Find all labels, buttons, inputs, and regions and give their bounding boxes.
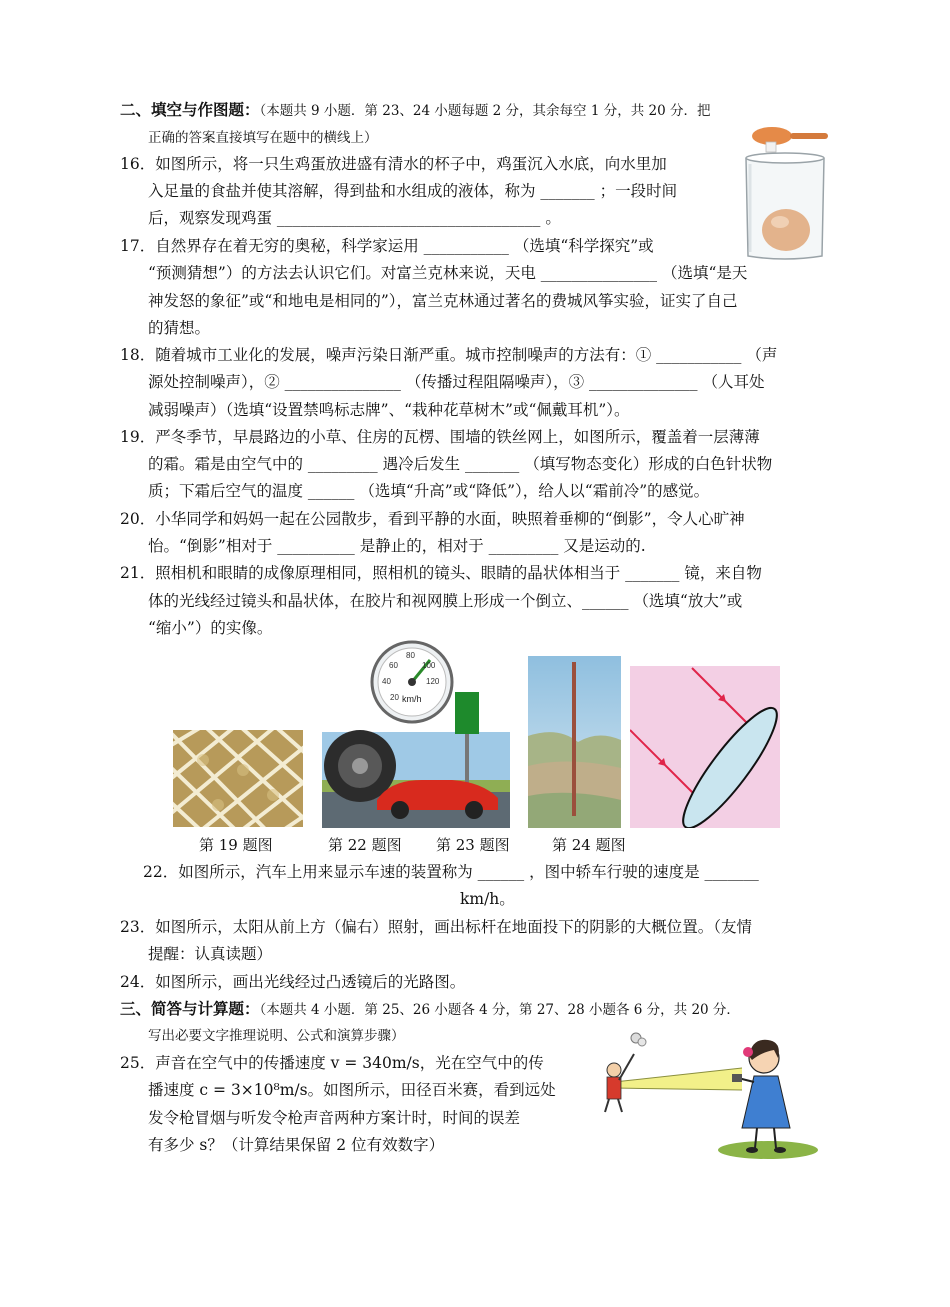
q17-line2: “预测猜想”）的方法去认识它们。对富兰克林来说，天电 _______________ （选填“是天 — [148, 264, 748, 282]
speedometer-car-figure — [322, 640, 510, 828]
q21-line1: 21．照相机和眼睛的成像原理相同，照相机的镜头、眼睛的晶状体相当于 _______ 镜，来自物 — [120, 564, 762, 582]
gauge-unit: km/h — [402, 694, 422, 704]
q25-line3: 发令枪冒烟与听发令枪声音两种方案计时，时间的误差 — [148, 1109, 521, 1127]
q22-line1: 22．如图所示，汽车上用来显示车速的装置称为 ______ ，图中轿车行驶的速度是 _______ — [143, 863, 759, 881]
q16-line1: 16．如图所示，将一只生鸡蛋放进盛有清水的杯子中，鸡蛋沉入水底，向水里加 — [120, 155, 667, 173]
gauge-tick-60: 60 — [389, 661, 398, 670]
caption-fig24: 第 24 题图 — [552, 836, 626, 854]
section3-header — [120, 999, 740, 1020]
q17-line3: 神发怒的象征”或“和地电是相同的”），富兰克林通过著名的费城风筝实验，证实了自己 — [148, 292, 738, 310]
gauge-tick-40: 40 — [382, 677, 391, 686]
q18-line3: 减弱噪声）（选填“设置禁鸣标志牌”、“栽种花草树木”或“佩戴耳机”）。 — [148, 401, 630, 419]
section3-note-cont: 写出必要文字推理说明、公式和演算步骤） — [148, 1028, 405, 1044]
caption-fig23: 第 23 题图 — [436, 836, 510, 854]
q20-line2: 怡。“倒影”相对于 __________ 是静止的，相对于 _________ 又是运动的. — [148, 537, 646, 555]
q20-line1: 20．小华同学和妈妈一起在公园散步，看到平静的水面，映照着垂柳的“倒影”，令人心旷神 — [120, 510, 745, 528]
q18-line1: 18．随着城市工业化的发展，噪声污染日渐严重。城市控制噪声的方法有：① ___________ （声 — [120, 346, 778, 364]
q17-line1: 17．自然界存在着无穷的奥秘，科学家运用 ___________ （选填“科学探究”或 — [120, 237, 654, 255]
q25-line1: 25．声音在空气中的传播速度 v = 340m/s，光在空气中的传 — [120, 1054, 544, 1072]
q25-line2: 播速度 c = 3×10⁸m/s。如图所示，田径百米赛，看到远处 — [148, 1081, 556, 1099]
lens-figure — [630, 666, 780, 828]
q22-line2: km/h。 — [460, 890, 515, 908]
q25-line4: 有多少 s？（计算结果保留 2 位有效数字） — [148, 1136, 445, 1154]
gauge-tick-120: 120 — [426, 677, 440, 686]
frost-mesh-figure — [173, 730, 303, 827]
section3-heading: 三、简答与计算题： — [120, 999, 260, 1018]
pole-field-figure — [528, 656, 621, 828]
q19-line3: 质；下霜后空气的温度 ______ （选填“升高”或“降低”），给人以“霜前冷”的感觉。 — [148, 482, 710, 500]
section3-note: （本题共 4 小题．第 25、26 小题各 4 分，第 27、28 小题各 6 分，共 20 分． — [259, 1002, 740, 1018]
section2-note-cont: 正确的答案直接填写在题中的横线上） — [148, 130, 378, 146]
section2-heading: 二、填空与作图题： — [120, 100, 260, 119]
gauge-tick-100: 100 — [422, 661, 436, 670]
q19-line1: 19．严冬季节，早晨路边的小草、住房的瓦楞、围墙的铁丝网上，如图所示，覆盖着一层薄薄 — [120, 428, 760, 446]
q16-line3: 后，观察发现鸡蛋 __________________________________ 。 — [148, 209, 561, 227]
q23-line2: 提醒：认真读题） — [148, 945, 273, 963]
q16-line2: 入足量的食盐并使其溶解，得到盐和水组成的液体，称为 _______ ；一段时间 — [148, 182, 678, 200]
q24-line1: 24．如图所示，画出光线经过凸透镜后的光路图。 — [120, 973, 466, 991]
caption-fig19: 第 19 题图 — [199, 836, 273, 854]
section2-note: （本题共 9 小题．第 23、24 小题每题 2 分，其余每空 1 分，共 20 分．把 — [259, 103, 711, 119]
egg-glass-figure — [742, 124, 828, 260]
q23-line1: 23．如图所示，太阳从前上方（偏右）照射，画出标杆在地面投下的阴影的大概位置。（友情 — [120, 918, 752, 936]
race-timing-figure — [592, 1030, 828, 1166]
q17-line4: 的猜想。 — [148, 319, 211, 337]
q21-line2: 体的光线经过镜头和晶状体，在胶片和视网膜上形成一个倒立、______ （选填“放大”或 — [148, 592, 743, 610]
gauge-tick-80: 80 — [406, 651, 415, 660]
q18-line2: 源处控制噪声），② _______________ （传播过程阻隔噪声），③ ______________ （人耳处 — [148, 373, 765, 391]
gauge-tick-20: 20 — [390, 693, 399, 702]
q21-line3: “缩小”）的实像。 — [148, 619, 273, 637]
q19-line2: 的霜。霜是由空气中的 _________ 遇冷后发生 _______ （填写物态变化）形成的白色针状物 — [148, 455, 773, 473]
section2-header — [120, 100, 710, 121]
caption-fig22: 第 22 题图 — [328, 836, 402, 854]
